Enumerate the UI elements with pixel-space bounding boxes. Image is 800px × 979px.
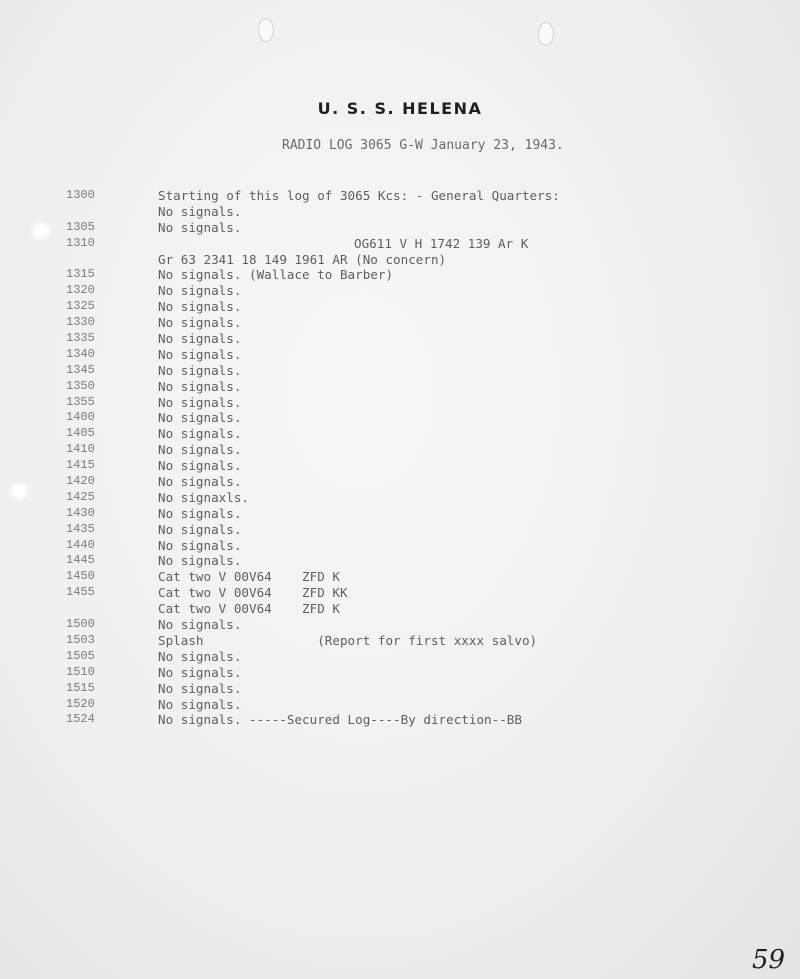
- log-entry: No signals.: [158, 474, 242, 490]
- log-time: 1410: [66, 442, 95, 457]
- log-entry: Cat two V 00V64 ZFD K: [158, 569, 340, 585]
- paper-smudge: [28, 222, 54, 240]
- log-time: 1320: [66, 283, 95, 298]
- log-time: 1524: [66, 712, 95, 727]
- log-entry: No signals.: [158, 521, 242, 537]
- log-entry: No signals.: [158, 203, 242, 219]
- log-entry: Gr 63 2341 18 149 1961 AR (No concern): [158, 251, 447, 267]
- log-time: 1435: [66, 521, 95, 536]
- log-time: 1420: [66, 474, 95, 489]
- log-time: 1450: [66, 569, 95, 584]
- log-entry: No signaxls.: [158, 489, 249, 505]
- log-time: 1500: [66, 617, 95, 632]
- log-entry: No signals.: [158, 680, 242, 696]
- page-number: 59: [752, 945, 786, 975]
- log-time: 1425: [66, 489, 95, 504]
- log-time: 1505: [66, 648, 95, 663]
- log-entry: Starting of this log of 3065 Kcs: - General Quarters:: [158, 188, 560, 203]
- log-entry: No signals.: [158, 394, 242, 410]
- log-entry: No signals.: [158, 283, 242, 299]
- log-time: 1335: [66, 331, 95, 346]
- log-entry: No signals.: [158, 378, 242, 394]
- log-entry: Cat two V 00V64 ZFD KK: [158, 585, 348, 601]
- punch-hole: [538, 22, 554, 46]
- ship-name-heading: U. S. S. HELENA: [317, 99, 483, 118]
- log-time: 1310: [66, 235, 95, 250]
- paper-smudge: [6, 482, 32, 500]
- log-time: 1503: [66, 632, 95, 647]
- log-time: 1325: [66, 299, 95, 314]
- log-time: 1355: [66, 394, 95, 409]
- log-entry: No signals.: [158, 537, 242, 553]
- log-subtitle: RADIO LOG 3065 G-W January 23, 1943.: [282, 138, 564, 153]
- log-time: 1455: [66, 585, 95, 600]
- log-time: 1510: [66, 664, 95, 679]
- log-time: 1515: [66, 680, 95, 695]
- log-time: 1520: [66, 696, 95, 711]
- log-entry: No signals. (Wallace to Barber): [158, 267, 394, 283]
- log-time: 1430: [66, 505, 95, 520]
- log-entry: No signals. -----Secured Log----By direction--BB: [158, 712, 522, 728]
- log-entry: No signals.: [158, 505, 242, 521]
- log-time: 1330: [66, 315, 95, 330]
- log-entry: No signals.: [158, 664, 242, 680]
- log-time: 1415: [66, 458, 95, 473]
- log-entry: No signals.: [158, 346, 242, 362]
- log-time: 1445: [66, 553, 95, 568]
- log-entry: No signals.: [158, 648, 242, 664]
- log-time: 1300: [66, 188, 95, 202]
- log-time: 1350: [66, 378, 95, 393]
- log-entry: No signals.: [158, 362, 242, 378]
- log-entry: No signals.: [158, 315, 242, 331]
- log-entry: No signals.: [158, 331, 242, 347]
- log-entry: No signals.: [158, 299, 242, 315]
- log-time: 1315: [66, 267, 95, 282]
- log-entry: No signals.: [158, 553, 242, 569]
- log-time: 1440: [66, 537, 95, 552]
- log-time: 1305: [66, 219, 95, 234]
- log-entry: No signals.: [158, 617, 242, 633]
- log-entry: No signals.: [158, 696, 242, 712]
- log-entry: Splash (Report for first xxxx salvo): [158, 632, 538, 648]
- log-entry: No signals.: [158, 458, 242, 474]
- log-entry: No signals.: [158, 442, 242, 458]
- log-entry: No signals.: [158, 426, 242, 442]
- punch-hole: [258, 18, 274, 42]
- log-time: 1340: [66, 346, 95, 361]
- log-entry: No signals.: [158, 410, 242, 426]
- log-entry: OG611 V H 1742 139 Ar K: [354, 235, 529, 251]
- log-entry: No signals.: [158, 219, 242, 235]
- log-time: 1345: [66, 362, 95, 377]
- log-time: 1400: [66, 410, 95, 425]
- log-entry: Cat two V 00V64 ZFD K: [158, 601, 340, 617]
- log-time: 1405: [66, 426, 95, 441]
